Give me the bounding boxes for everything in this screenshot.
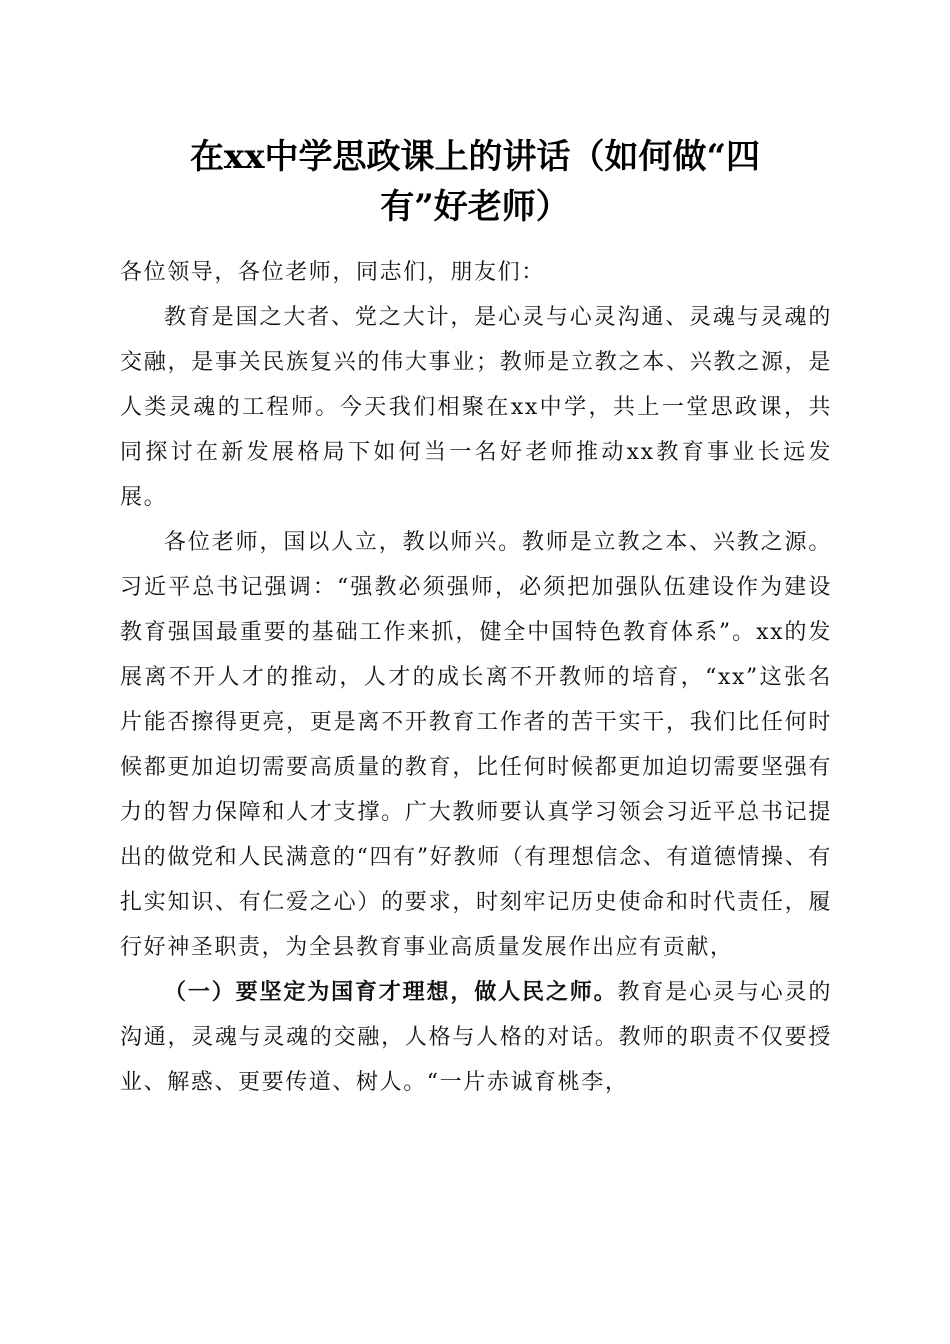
paragraph: 教育是国之大者、党之大计，是心灵与心灵沟通、灵魂与灵魂的交融，是事关民族复兴的伟大事业；教师是立教之本、兴教之源，是人类灵魂的工程师。今天我们相聚在xx中学，共上一堂思政课，共同探讨在新发展格局下如何当一名好老师推动xx教育事业长远发展。 [120,305,832,510]
salutation: 各位领导，各位老师，同志们，朋友们： [120,260,545,285]
section-text: 教育是心灵与心灵的沟通，灵魂与灵魂的交融，人格与人格的对话。教师的职责不仅要授业、解惑、更要传道、树人。“一片赤诚育桃李， [120,980,832,1095]
document-body [120,250,832,1105]
title-line-1: 在xx中学思政课上的讲话（如何做“四 [189,137,761,177]
section-heading: （一）要坚定为国育才理想，做人民之师。 [164,979,618,1005]
document-title [150,132,800,232]
title-line-2: 有”好老师） [380,187,570,227]
paragraph: 各位老师，国以人立，教以师兴。教师是立教之本、兴教之源。习近平总书记强调：“强教必须强师，必须把加强队伍建设作为建设教育强国最重要的基础工作来抓，健全中国特色教育体系”。xx的发展离不开人才的推动，人才的成长离不开教师的培育，“xx”这张名片能否擦得更亮，更是离不开教育工作者的苦干实干，我们比任何时候都更加迫切需要高质量的教育，比任何时候都更加迫切需要坚强有力的智力保障和人才支撑。广大教师要认真学习领会习近平总书记提出的做党和人民满意的“四有”好教师（有理想信念、有道德情操、有扎实知识、有仁爱之心）的要求，时刻牢记历史使命和时代责任，履行好神圣职责，为全县教育事业高质量发展作出应有贡献， [120,530,832,960]
section-paragraph [120,970,832,1105]
